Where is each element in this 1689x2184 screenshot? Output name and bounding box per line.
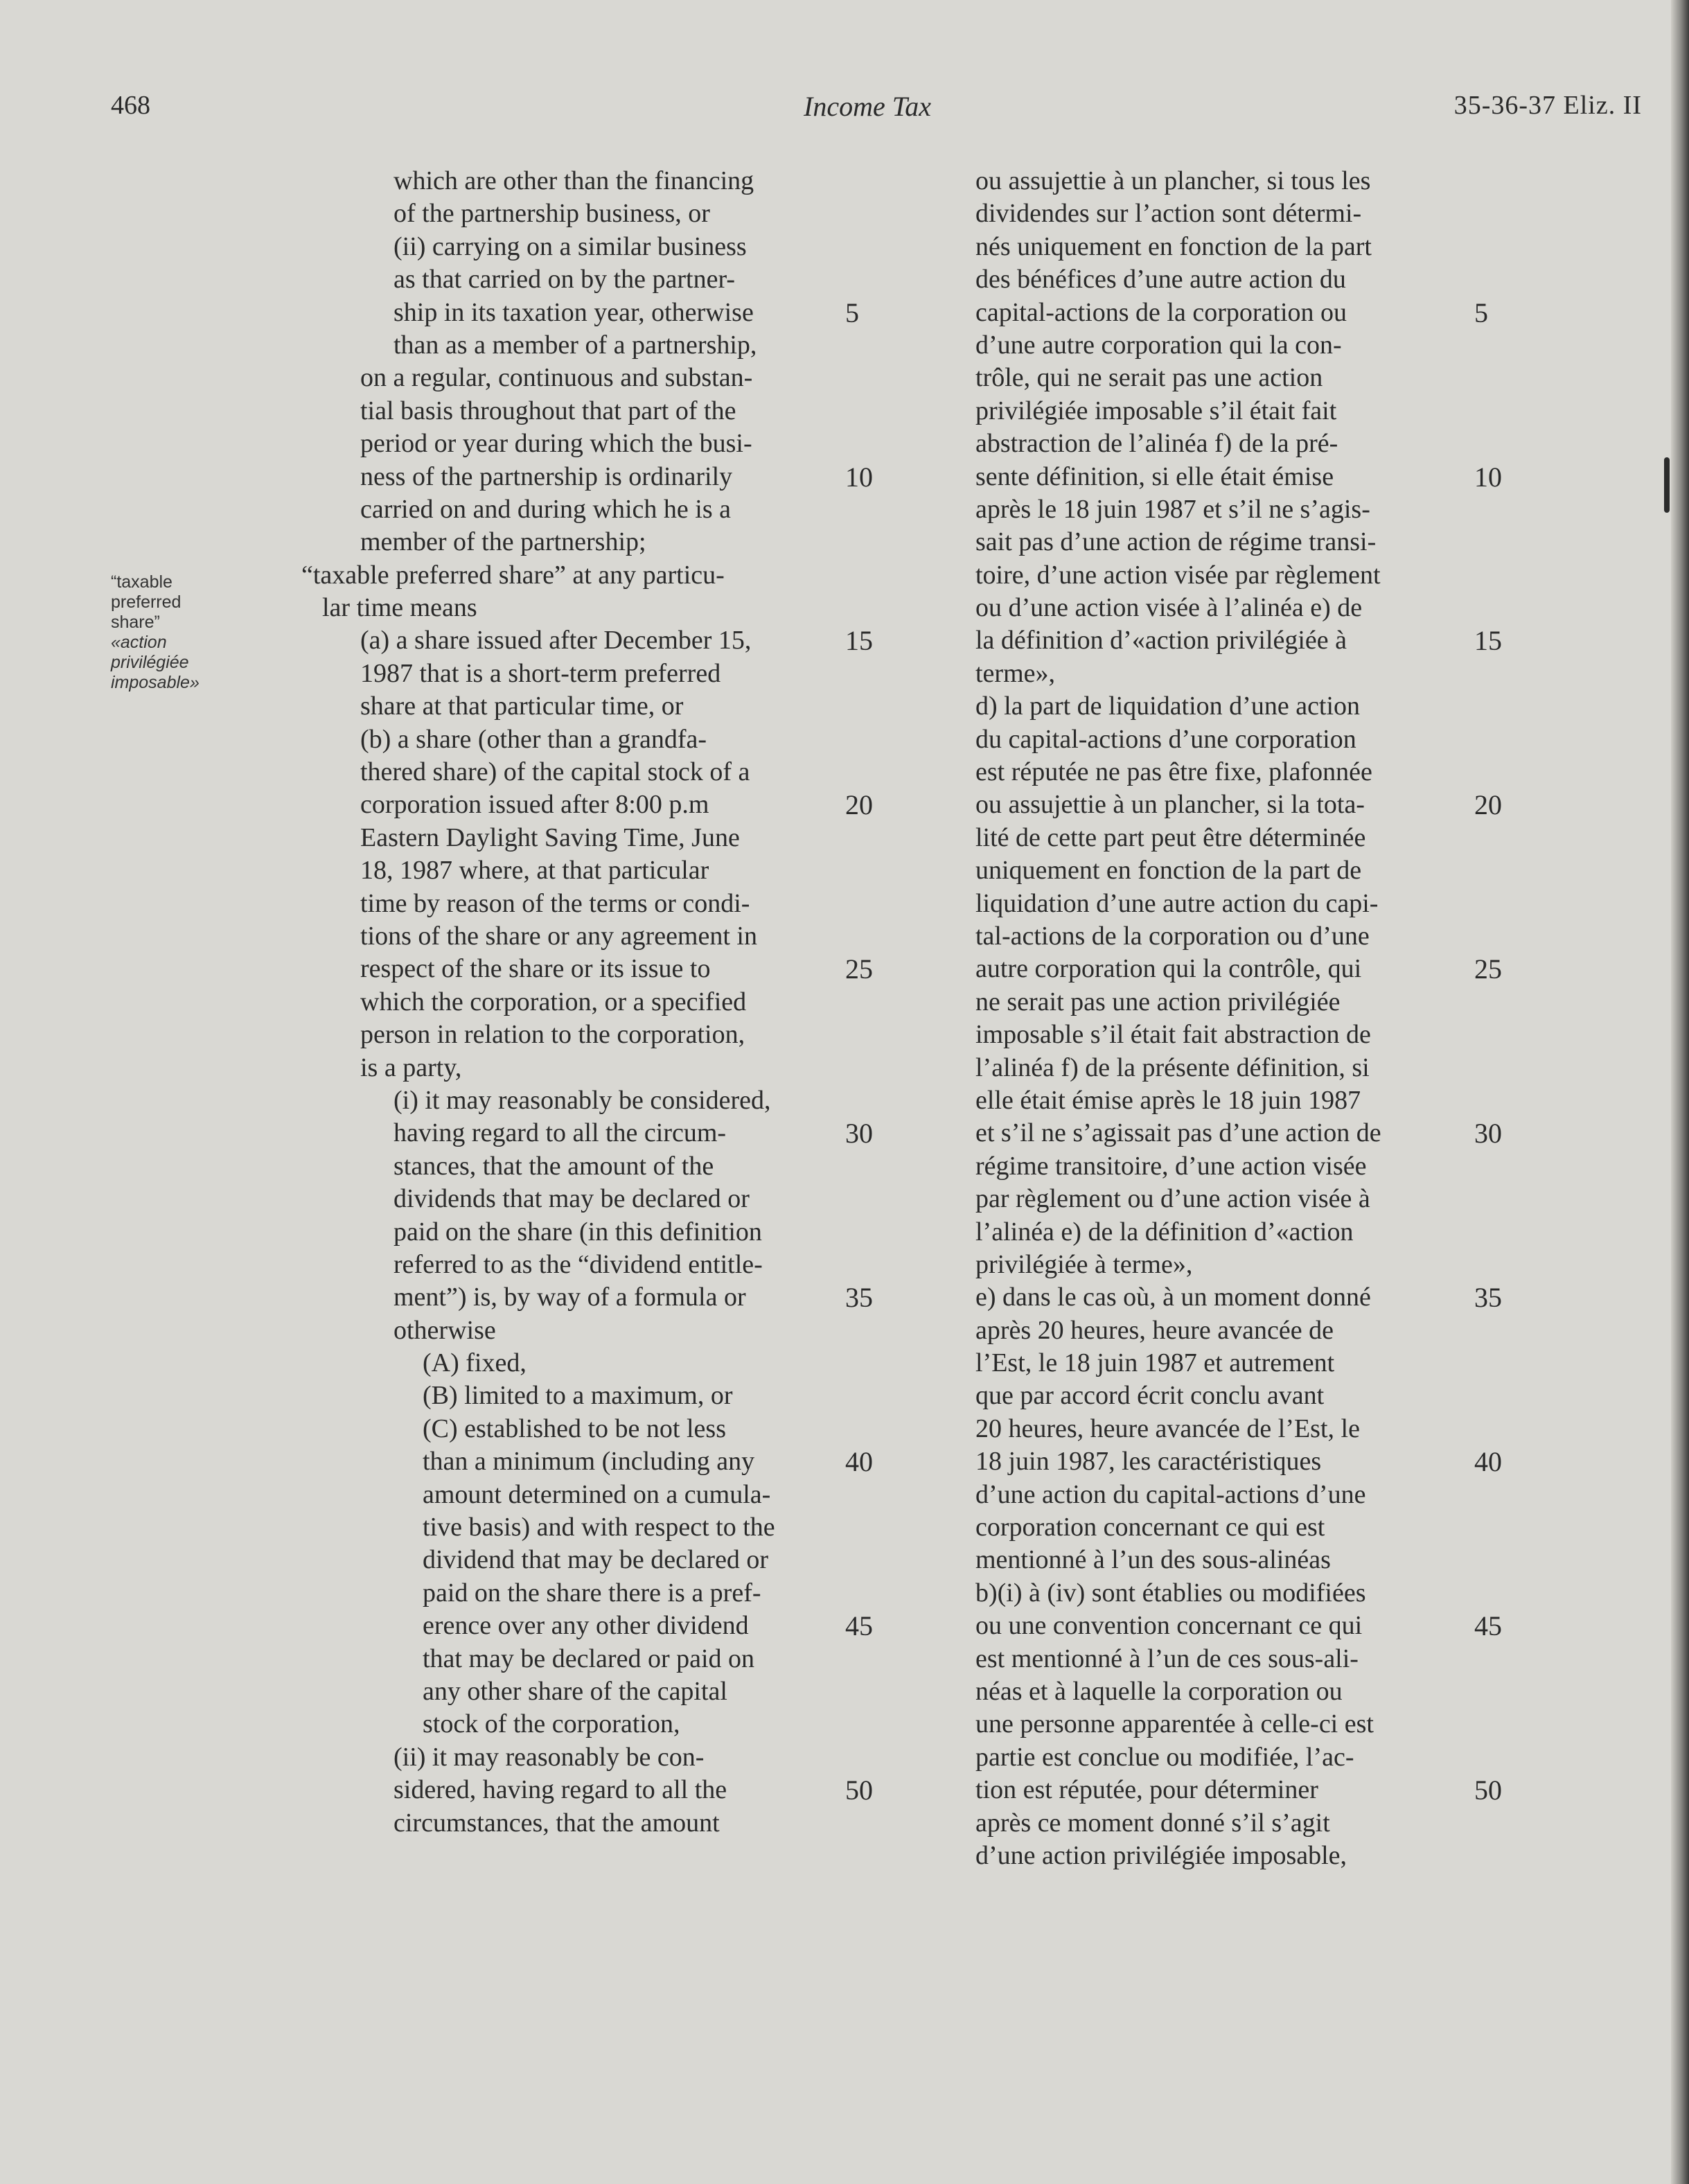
line-text: (ii) it may reasonably be con-	[393, 1742, 705, 1772]
line-text: referred to as the “dividend entitle-	[393, 1249, 763, 1279]
line-text: Eastern Daylight Saving Time, June	[360, 822, 740, 852]
line-text: et s’il ne s’agissait pas d’une action de	[975, 1118, 1381, 1148]
text-line	[975, 1249, 1502, 1281]
line-text: après le 18 juin 1987 et s’il ne s’agis-	[975, 494, 1370, 524]
line-text: après ce moment donné s’il s’agit	[975, 1808, 1330, 1838]
line-number: 5	[1474, 297, 1488, 328]
text-line	[291, 493, 901, 526]
page-edge-shadow	[1671, 0, 1689, 2184]
text-line	[975, 1117, 1502, 1150]
text-line	[291, 822, 901, 854]
text-line	[975, 297, 1502, 329]
line-text: (C) established to be not less	[423, 1414, 726, 1443]
text-line	[291, 1216, 901, 1249]
text-line	[291, 1445, 901, 1478]
text-line	[291, 1183, 901, 1215]
line-text: ou une convention concernant ce qui	[975, 1611, 1363, 1641]
text-line	[975, 723, 1502, 756]
line-text: e) dans le cas où, à un moment donné	[975, 1283, 1371, 1312]
text-line	[975, 395, 1502, 428]
line-text: nés uniquement en fonction de la part	[975, 231, 1372, 261]
text-line	[975, 231, 1502, 263]
line-number: 50	[845, 1774, 873, 1806]
line-text: which are other than the financing	[393, 166, 754, 195]
line-text: l’alinéa e) de la définition d’«action	[975, 1217, 1354, 1247]
text-line	[291, 263, 901, 296]
line-text: tive basis) and with respect to the	[423, 1513, 775, 1542]
line-text: toire, d’une action visée par règlement	[975, 560, 1381, 590]
text-line	[975, 428, 1502, 460]
text-line	[291, 461, 901, 493]
line-text: of the partnership business, or	[393, 199, 710, 229]
line-text: dividendes sur l’action sont détermi-	[975, 199, 1362, 229]
text-line	[975, 1511, 1502, 1544]
text-line	[975, 1807, 1502, 1840]
line-text: tial basis throughout that part of the	[360, 396, 736, 425]
text-line	[975, 1150, 1502, 1183]
text-line	[975, 1347, 1502, 1380]
french-column	[975, 165, 1502, 1872]
line-text: share at that particular time, or	[360, 692, 684, 721]
line-text: (B) limited to a maximum, or	[423, 1381, 733, 1411]
text-line	[291, 329, 901, 362]
line-text: stances, that the amount of the	[393, 1151, 714, 1181]
text-line	[291, 231, 901, 263]
line-text: member of the partnership;	[360, 527, 646, 557]
text-line	[291, 1511, 901, 1544]
line-text: ne serait pas une action privilégiée	[975, 987, 1341, 1016]
text-line	[975, 263, 1502, 296]
text-line	[291, 888, 901, 920]
line-text: stock of the corporation,	[423, 1709, 680, 1739]
text-line	[291, 362, 901, 394]
text-line	[975, 1741, 1502, 1774]
text-line	[975, 329, 1502, 362]
line-text: privilégiée à terme»,	[975, 1249, 1193, 1279]
line-text: 18, 1987 where, at that particular	[360, 856, 709, 886]
line-number: 10	[845, 461, 873, 493]
text-line	[975, 362, 1502, 394]
text-line	[975, 1610, 1502, 1642]
text-line	[291, 1544, 901, 1576]
text-line	[291, 1117, 901, 1150]
text-line	[975, 888, 1502, 920]
margin-note	[111, 572, 242, 693]
text-line	[975, 1675, 1502, 1708]
line-text: une personne apparentée à celle-ci est	[975, 1709, 1374, 1739]
line-text: sidered, having regard to all the	[393, 1775, 727, 1805]
text-line	[975, 920, 1502, 953]
line-text: d’une action privilégiée imposable,	[975, 1840, 1347, 1870]
text-line	[291, 1643, 901, 1675]
line-number: 30	[1474, 1118, 1502, 1150]
line-text: l’Est, le 18 juin 1987 et autrement	[975, 1348, 1335, 1378]
line-text: time by reason of the terms or condi-	[360, 888, 750, 918]
line-text: dividends that may be declared or	[393, 1184, 750, 1214]
text-line	[291, 165, 901, 197]
text-line	[975, 1840, 1502, 1872]
text-line	[975, 953, 1502, 985]
text-line	[975, 1445, 1502, 1478]
text-line	[291, 559, 901, 592]
line-text: having regard to all the circum-	[393, 1118, 727, 1148]
text-line	[291, 1708, 901, 1741]
line-text: amount determined on a cumula-	[423, 1479, 771, 1509]
text-line	[291, 1019, 901, 1051]
line-text: ou assujettie à un plancher, si la tota-	[975, 790, 1365, 820]
line-text: corporation concernant ce qui est	[975, 1513, 1325, 1542]
text-line	[291, 1150, 901, 1183]
line-text: ness of the partnership is ordinarily	[360, 461, 733, 491]
text-line	[975, 1708, 1502, 1741]
text-line	[291, 854, 901, 887]
line-text: paid on the share there is a pref-	[423, 1578, 761, 1608]
line-text: paid on the share (in this definition	[393, 1217, 762, 1247]
text-line	[291, 395, 901, 428]
text-line	[291, 1577, 901, 1610]
line-text: liquidation d’une autre action du capi-	[975, 888, 1379, 918]
line-text: respect of the share or its issue to	[360, 954, 711, 984]
text-line	[291, 1314, 901, 1347]
text-line	[975, 493, 1502, 526]
line-text: otherwise	[393, 1315, 496, 1345]
line-number: 20	[845, 789, 873, 821]
text-line	[291, 658, 901, 690]
text-line	[291, 197, 901, 230]
margin-note-french: «action privilégiée imposable»	[111, 633, 200, 692]
text-line	[291, 1479, 901, 1511]
line-text: “taxable preferred share” at any particu-	[301, 560, 725, 590]
text-line	[975, 1380, 1502, 1412]
text-line	[975, 1544, 1502, 1576]
line-text: (A) fixed,	[423, 1348, 527, 1378]
line-text: du capital-actions d’une corporation	[975, 724, 1356, 754]
line-text: than a minimum (including any	[423, 1447, 755, 1477]
line-text: elle était émise après le 18 juin 1987	[975, 1085, 1361, 1115]
text-line	[975, 1479, 1502, 1511]
line-text: ou d’une action visée à l’alinéa e) de	[975, 593, 1363, 623]
session-reference: 35-36-37 Eliz. II	[1453, 91, 1642, 120]
line-number: 45	[845, 1610, 873, 1642]
line-text: (ii) carrying on a similar business	[393, 231, 747, 261]
line-text: d’une autre corporation qui la con-	[975, 330, 1342, 360]
line-text: ment”) is, by way of a formula or	[393, 1283, 746, 1312]
line-number: 15	[1474, 625, 1502, 657]
line-text: 18 juin 1987, les caractéristiques	[975, 1447, 1322, 1477]
line-text: après 20 heures, heure avancée de	[975, 1315, 1334, 1345]
line-text: erence over any other dividend	[423, 1611, 749, 1641]
text-line	[975, 461, 1502, 493]
line-text: partie est conclue ou modifiée, l’ac-	[975, 1742, 1354, 1772]
text-line	[975, 592, 1502, 624]
line-text: la définition d’«action privilégiée à	[975, 626, 1347, 655]
text-line	[975, 1183, 1502, 1215]
text-line	[291, 756, 901, 789]
line-text: sait pas d’une action de régime transi-	[975, 527, 1377, 557]
text-line	[291, 592, 901, 624]
line-text: (a) a share issued after December 15,	[360, 626, 752, 655]
text-line	[975, 1314, 1502, 1347]
text-line	[291, 1084, 901, 1117]
text-line	[291, 920, 901, 953]
text-line	[975, 165, 1502, 197]
text-line	[291, 1347, 901, 1380]
line-text: thered share) of the capital stock of a	[360, 757, 750, 787]
line-text: que par accord écrit conclu avant	[975, 1381, 1325, 1411]
line-text: imposable s’il était fait abstraction de	[975, 1020, 1371, 1050]
line-text: tions of the share or any agreement in	[360, 921, 757, 951]
margin-note-english: “taxable preferred share”	[111, 572, 182, 632]
text-line	[975, 658, 1502, 690]
line-text: des bénéfices d’une autre action du	[975, 265, 1346, 294]
line-text: 20 heures, heure avancée de l’Est, le	[975, 1414, 1360, 1443]
line-text: (i) it may reasonably be considered,	[393, 1085, 771, 1115]
line-text: dividend that may be declared or	[423, 1545, 769, 1575]
line-text: ou assujettie à un plancher, si tous les	[975, 166, 1371, 195]
line-text: tion est réputée, pour déterminer	[975, 1775, 1318, 1805]
line-text: privilégiée imposable s’il était fait	[975, 396, 1337, 425]
line-number: 25	[1474, 953, 1502, 985]
text-line	[975, 1019, 1502, 1051]
english-column	[291, 165, 901, 1840]
line-text: person in relation to the corporation,	[360, 1020, 745, 1050]
text-line	[975, 690, 1502, 723]
text-line	[291, 624, 901, 657]
line-text: d) la part de liquidation d’une action	[975, 692, 1361, 721]
text-line	[291, 428, 901, 460]
text-line	[291, 1413, 901, 1445]
line-text: corporation issued after 8:00 p.m	[360, 790, 709, 820]
line-number: 15	[845, 625, 873, 657]
text-line	[975, 1281, 1502, 1314]
text-line	[975, 986, 1502, 1019]
line-text: sente définition, si elle était émise	[975, 461, 1334, 491]
text-line	[291, 1249, 901, 1281]
line-text: circumstances, that the amount	[393, 1808, 720, 1838]
line-text: autre corporation qui la contrôle, qui	[975, 954, 1362, 984]
text-line	[975, 1577, 1502, 1610]
text-line	[291, 986, 901, 1019]
text-line	[975, 789, 1502, 821]
line-text: tal-actions de la corporation ou d’une	[975, 921, 1370, 951]
line-number: 5	[845, 297, 859, 328]
text-line	[291, 723, 901, 756]
line-text: b)(i) à (iv) sont établies ou modifiées	[975, 1578, 1366, 1608]
line-text: abstraction de l’alinéa f) de la pré-	[975, 429, 1338, 459]
text-line	[975, 1774, 1502, 1806]
line-text: is a party,	[360, 1053, 462, 1082]
text-line	[975, 756, 1502, 789]
line-number: 10	[1474, 461, 1502, 493]
line-text: l’alinéa f) de la présente définition, si	[975, 1053, 1370, 1082]
line-text: carried on and during which he is a	[360, 494, 731, 524]
text-line	[291, 690, 901, 723]
text-line	[975, 1413, 1502, 1445]
line-text: par règlement ou d’une action visée à	[975, 1184, 1370, 1214]
page-number: 468	[111, 91, 150, 120]
text-line	[975, 822, 1502, 854]
line-text: est mentionné à l’un de ces sous-ali-	[975, 1644, 1359, 1673]
line-text: 1987 that is a short-term preferred	[360, 658, 721, 688]
line-text: est réputée ne pas être fixe, plafonnée	[975, 757, 1372, 787]
text-line	[975, 1084, 1502, 1117]
page-header	[0, 90, 1663, 132]
text-line	[291, 1610, 901, 1642]
line-text: that may be declared or paid on	[423, 1644, 755, 1673]
line-number: 50	[1474, 1774, 1502, 1806]
line-text: néas et à laquelle la corporation ou	[975, 1676, 1343, 1706]
line-text: capital-actions de la corporation ou	[975, 297, 1347, 327]
line-number: 25	[845, 953, 873, 985]
text-line	[975, 1216, 1502, 1249]
binding-mark	[1664, 457, 1670, 513]
text-line	[291, 1281, 901, 1314]
text-line	[291, 789, 901, 821]
text-line	[975, 526, 1502, 558]
text-line	[975, 1052, 1502, 1084]
line-text: which the corporation, or a specified	[360, 987, 747, 1016]
line-text: any other share of the capital	[423, 1676, 727, 1706]
line-text: d’une action du capital-actions d’une	[975, 1479, 1366, 1509]
text-line	[291, 1774, 901, 1806]
line-text: on a regular, continuous and substan-	[360, 363, 753, 393]
line-number: 30	[845, 1118, 873, 1150]
text-line	[291, 526, 901, 558]
line-text: ship in its taxation year, otherwise	[393, 297, 754, 327]
line-number: 40	[1474, 1446, 1502, 1478]
text-line	[291, 1807, 901, 1840]
text-line	[291, 1380, 901, 1412]
line-text: régime transitoire, d’une action visée	[975, 1151, 1367, 1181]
line-number: 40	[845, 1446, 873, 1478]
text-line	[291, 1052, 901, 1084]
line-text: uniquement en fonction de la part de	[975, 856, 1362, 886]
text-line	[291, 1741, 901, 1774]
line-number: 20	[1474, 789, 1502, 821]
text-line	[291, 297, 901, 329]
text-line	[291, 1675, 901, 1708]
text-line	[975, 624, 1502, 657]
line-number: 35	[845, 1282, 873, 1314]
line-text: period or year during which the busi-	[360, 429, 752, 459]
line-text: (b) a share (other than a grandfa-	[360, 724, 707, 754]
text-line	[291, 953, 901, 985]
line-text: terme»,	[975, 658, 1056, 688]
text-line	[975, 197, 1502, 230]
running-title: Income Tax	[804, 91, 932, 122]
line-number: 35	[1474, 1282, 1502, 1314]
text-line	[975, 854, 1502, 887]
line-text: mentionné à l’un des sous-alinéas	[975, 1545, 1331, 1575]
line-text: as that carried on by the partner-	[393, 265, 736, 294]
text-line	[975, 559, 1502, 592]
line-number: 45	[1474, 1610, 1502, 1642]
line-text: lar time means	[322, 593, 477, 623]
line-text: than as a member of a partnership,	[393, 330, 757, 360]
line-text: lité de cette part peut être déterminée	[975, 822, 1366, 852]
line-text: trôle, qui ne serait pas une action	[975, 363, 1323, 393]
text-line	[975, 1643, 1502, 1675]
